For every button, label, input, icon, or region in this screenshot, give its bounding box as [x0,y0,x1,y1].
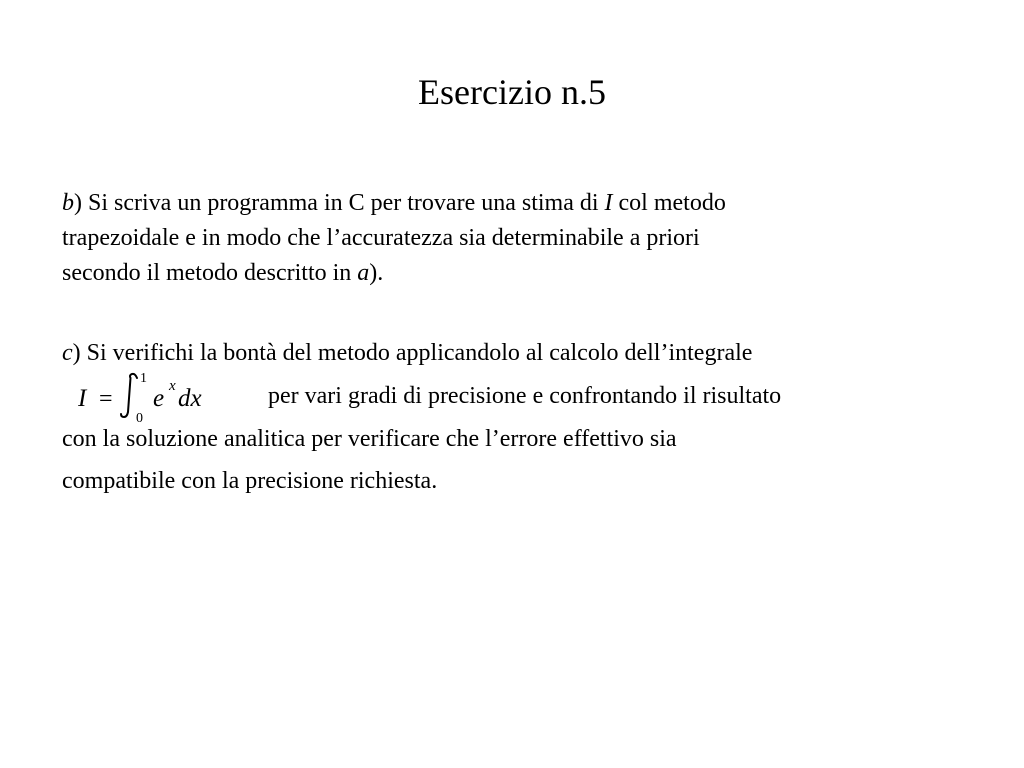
formula-upper-limit: 1 [140,371,147,386]
part-c-line-3: con la soluzione analitica per verificare che l’errore effettivo sia [62,426,677,452]
integral-sign-icon [121,374,137,417]
part-b-text-3a: secondo il metodo descritto in [62,260,358,286]
formula-lower-limit: 0 [136,411,143,424]
formula-differential: dx [178,385,202,412]
part-b-line-2: trapezoidale e in modo che l’accuratezza sia determinabile a priori [62,225,700,251]
part-c-line-2: per vari gradi di precisione e confrontando il risultato [268,383,782,409]
part-c-label: c [62,340,73,366]
formula-exponent: x [169,378,176,394]
slide-title: Esercizio n.5 [418,72,606,112]
part-c-line-4: compatibile con la precisione richiesta. [62,468,438,494]
integral-formula [78,368,228,424]
exercise-part-c-line-1 [62,336,752,371]
exercise-part-b [62,186,726,291]
part-b-line-1 [62,186,726,221]
formula-equals: = [99,386,113,412]
part-a-reference: a [357,260,370,286]
part-b-line-3 [62,256,726,291]
part-b-text-3b: ). [369,260,384,286]
part-c-text-1: ) Si verifichi la bontà del metodo applicandolo al calcolo dell’integrale [72,340,753,366]
part-b-label: b [62,190,74,216]
formula-lhs: I [78,385,87,412]
integral-variable: I [604,190,613,216]
part-b-text-1a: ) Si scriva un programma in C per trovare una stima di [74,190,605,216]
formula-base: e [153,385,165,412]
part-b-text-1b: col metodo [612,190,726,216]
